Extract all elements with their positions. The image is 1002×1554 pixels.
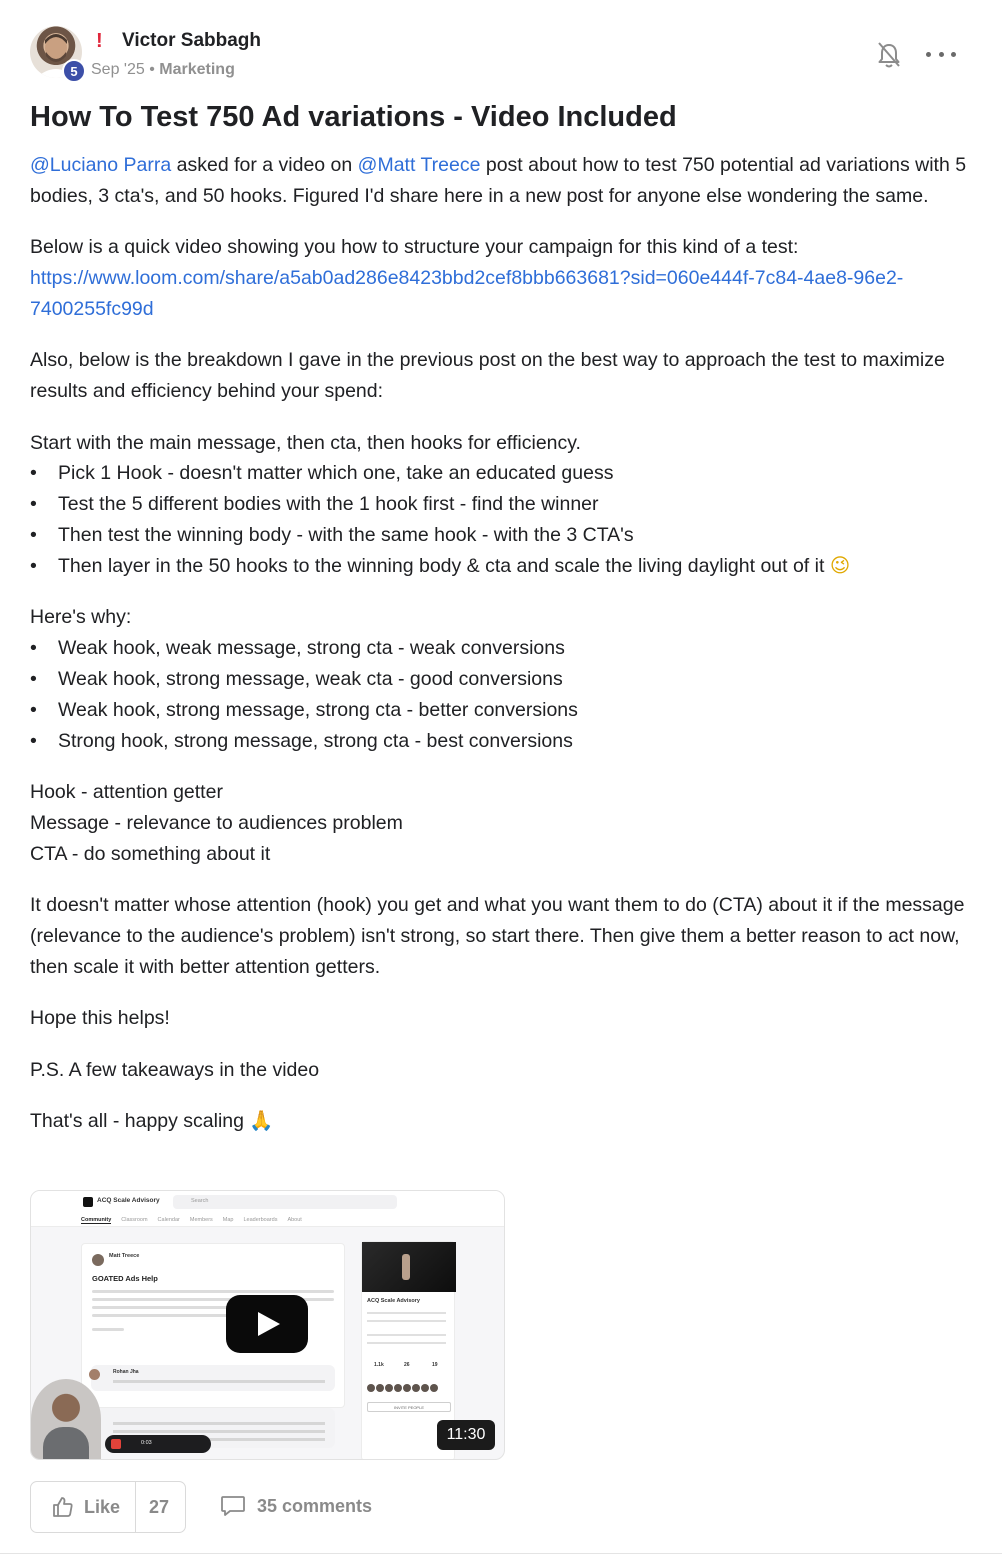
paragraph-video — [30, 232, 975, 324]
thumb-nav-item: Classroom — [121, 1217, 148, 1223]
thumb-post-author: Matt Treece — [109, 1253, 140, 1259]
post-date: Sep '25 — [91, 61, 145, 78]
definition-hook: Hook - attention getter — [30, 780, 223, 803]
thumb-side-title: ACQ Scale Advisory — [367, 1298, 420, 1304]
thumb-nav-item: Community — [81, 1217, 112, 1223]
thumb-brand: ACQ Scale Advisory — [97, 1197, 160, 1204]
loom-link[interactable]: https://www.loom.com/share/a5ab0ad286e8423bbd2cef8bbb663681?sid=060e444f-7c84-4ae8-96e2-7400255fc99d — [30, 267, 904, 320]
list-item — [30, 726, 975, 757]
thumb-line — [92, 1328, 124, 1331]
thumb-stat: 1.1k — [374, 1362, 384, 1368]
thumb-comment-author: Rohan Jha — [113, 1369, 139, 1375]
author-name[interactable]: Victor Sabbagh — [122, 30, 262, 51]
comment-icon[interactable] — [220, 1494, 246, 1518]
bell-off-icon[interactable] — [876, 41, 902, 69]
definitions — [30, 777, 975, 869]
text: asked for a video on — [171, 154, 358, 176]
text: post about how to test 750 potential ad variations with 5 bodies, 3 cta's, and 50 hooks. Figured I'd share here in a new post for anyone else wondering the same. — [30, 154, 967, 207]
text: Weak hook, strong message, weak cta - good conversions — [58, 667, 563, 690]
comments-count[interactable]: 35 comments — [257, 1496, 373, 1516]
paragraph-breakdown: Also, below is the breakdown I gave in the previous post on the best way to approach the test to maximize results and efficiency behind your spend: — [30, 349, 945, 403]
steps-intro: Start with the main message, then cta, then hooks for efficiency. — [30, 431, 581, 454]
meta-separator: • — [149, 61, 155, 78]
wink-emoji: 😉 — [829, 553, 851, 577]
thumb-line — [113, 1430, 325, 1433]
list-item — [30, 695, 975, 726]
pray-emoji: 🙏 — [249, 1109, 274, 1133]
text: Test the 5 different bodies with the 1 hook first - find the winner — [58, 493, 599, 516]
text: Weak hook, weak message, strong cta - weak conversions — [58, 637, 565, 660]
list-item — [30, 664, 975, 695]
text: That's all - happy scaling — [30, 1110, 250, 1133]
thumb-comment — [91, 1365, 335, 1391]
why-list — [30, 633, 975, 756]
list-item — [30, 520, 975, 551]
thumb-line — [92, 1290, 334, 1293]
list-item — [30, 633, 975, 664]
like-control — [30, 1481, 186, 1533]
thumb-header — [31, 1191, 504, 1227]
like-label: Like — [84, 1497, 121, 1517]
thumb-nav-item: Map — [222, 1217, 234, 1223]
thumb-search: Search — [173, 1195, 397, 1209]
thumb-stat: 26 — [404, 1362, 410, 1368]
thumb-line — [367, 1320, 446, 1322]
definition-cta: CTA - do something about it — [30, 842, 271, 865]
thumb-line — [367, 1312, 446, 1314]
video-duration: 11:30 — [437, 1420, 495, 1450]
more-options-icon[interactable] — [926, 42, 956, 66]
play-button[interactable] — [226, 1295, 308, 1353]
thumb-nav-item: Leaderboards — [243, 1217, 278, 1223]
thumbs-up-icon — [51, 1495, 75, 1519]
thumb-invite: INVITE PEOPLE — [367, 1402, 451, 1412]
list-item — [30, 489, 975, 520]
like-count[interactable]: 27 — [149, 1497, 170, 1517]
mention-matt[interactable]: @Matt Treece — [357, 154, 481, 176]
steps-list — [30, 458, 975, 581]
paragraph-ps: P.S. A few takeaways in the video — [30, 1058, 320, 1081]
thumb-cover-image — [362, 1242, 456, 1292]
why-intro: Here's why: — [30, 606, 132, 629]
thumb-line — [367, 1342, 446, 1344]
thumb-member-avatars — [367, 1384, 438, 1392]
paragraph-reasoning: It doesn't matter whose attention (hook) you get and what you want them to do (CTA) about it if the message (relevance to the audience's problem) isn't strong, so start there. Then give them a better reason to act now, then scale it with better attention getters. — [30, 894, 965, 978]
list-item — [30, 458, 975, 489]
post-title: How To Test 750 Ad variations - Video Included — [30, 101, 677, 133]
thumb-line — [113, 1380, 325, 1383]
thumb-line — [367, 1334, 446, 1336]
paragraph-hope: Hope this helps! — [30, 1007, 170, 1030]
thumb-avatar — [89, 1369, 100, 1380]
recording-controls — [105, 1435, 211, 1453]
video-embed[interactable] — [30, 1190, 505, 1460]
like-button[interactable] — [31, 1482, 136, 1532]
text: Then layer in the 50 hooks to the winning body & cta and scale the living daylight out of it — [58, 554, 825, 577]
recording-time: 0:03 — [141, 1440, 152, 1446]
thumb-nav-item: Members — [189, 1217, 213, 1223]
paragraph-intro — [30, 150, 975, 212]
thumb-logo-icon — [83, 1197, 93, 1207]
post-body — [30, 150, 975, 1158]
record-icon — [111, 1439, 121, 1449]
post-meta — [91, 60, 235, 80]
text: Below is a quick video showing you how to structure your campaign for this kind of a test: — [30, 236, 799, 259]
thumb-stat: 19 — [432, 1362, 438, 1368]
thumb-nav — [81, 1217, 302, 1224]
text: Pick 1 Hook - doesn't matter which one, take an educated guess — [58, 462, 614, 485]
thumb-post-title: GOATED Ads Help — [92, 1274, 158, 1283]
text: Strong hook, strong message, strong cta - best conversions — [58, 729, 573, 752]
thumb-nav-item: About — [287, 1217, 302, 1223]
list-item — [30, 551, 975, 582]
thumb-line — [113, 1422, 325, 1425]
paragraph-signoff — [30, 1106, 975, 1137]
text: Then test the winning body - with the same hook - with the 3 CTA's — [58, 524, 634, 547]
thumb-nav-item: Calendar — [157, 1217, 180, 1223]
definition-message: Message - relevance to audiences problem — [30, 811, 403, 834]
thumb-avatar — [92, 1254, 104, 1266]
mention-luciano[interactable]: @Luciano Parra — [30, 154, 172, 176]
level-badge: 5 — [62, 59, 86, 83]
webcam-bubble — [31, 1379, 101, 1459]
post-category[interactable]: Marketing — [159, 61, 235, 78]
text: Weak hook, strong message, strong cta - better conversions — [58, 698, 578, 721]
flag-icon: ! — [96, 30, 103, 52]
